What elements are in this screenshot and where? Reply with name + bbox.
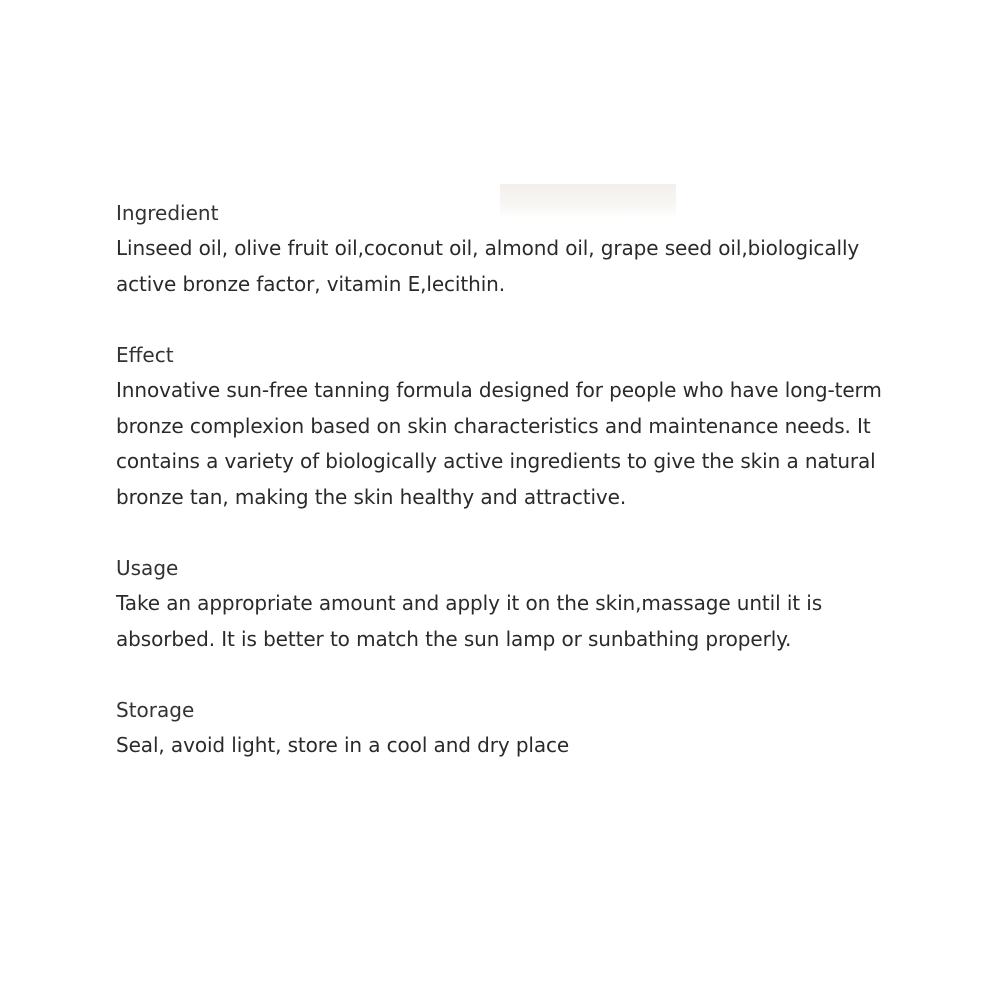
effect-text: Innovative sun-free tanning formula designed for people who have long-term bronze complexion based on skin characteristics and maintenance needs. It contains a variety of biologically active ingredients to give the skin a natural bronze tan, making the skin healthy and attractive. bbox=[116, 378, 882, 509]
storage-section bbox=[116, 693, 916, 764]
storage-heading: Storage bbox=[116, 698, 195, 722]
product-description bbox=[116, 196, 916, 764]
usage-heading: Usage bbox=[116, 556, 179, 580]
effect-section bbox=[116, 338, 916, 515]
ingredient-section bbox=[116, 196, 916, 302]
usage-text: Take an appropriate amount and apply it on the skin,massage until it is absorbed. It is better to match the sun lamp or sunbathing properly. bbox=[116, 591, 823, 651]
storage-text: Seal, avoid light, store in a cool and dry place bbox=[116, 733, 570, 757]
ingredient-text: Linseed oil, olive fruit oil,coconut oil, almond oil, grape seed oil,biologically active bronze factor, vitamin E,lecithin. bbox=[116, 236, 860, 296]
effect-heading: Effect bbox=[116, 343, 174, 367]
ingredient-heading: Ingredient bbox=[116, 201, 219, 225]
usage-section bbox=[116, 551, 916, 657]
